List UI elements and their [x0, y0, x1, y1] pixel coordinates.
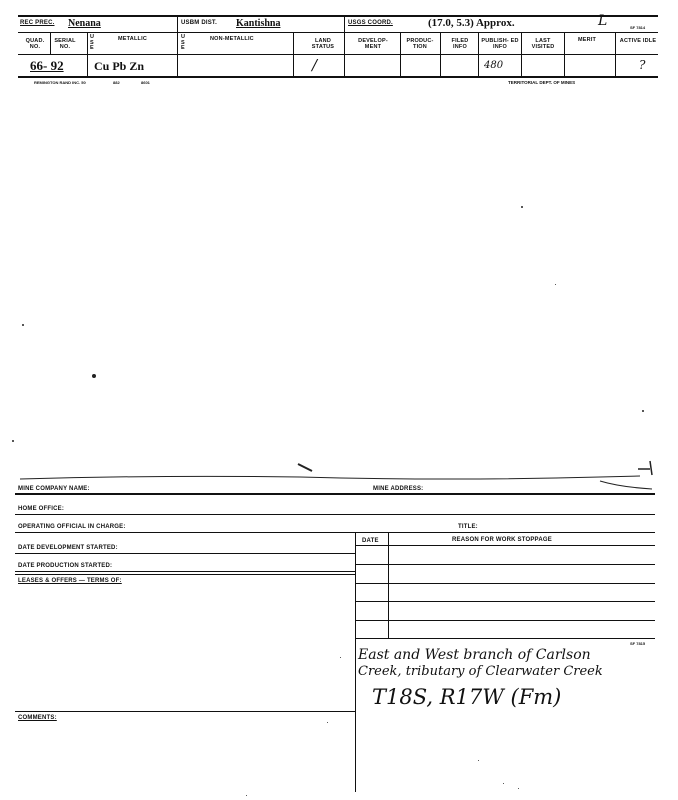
card-line	[15, 493, 655, 495]
date-dev-started-label: DATE DEVELOPMENT STARTED:	[18, 545, 118, 551]
speck	[246, 795, 247, 796]
divider-v	[50, 32, 51, 54]
date-prod-started-label: DATE PRODUCTION STARTED:	[18, 563, 113, 569]
speck	[521, 206, 523, 208]
published-info-label: PUBLISH- ED INFO	[481, 38, 519, 50]
divider-v	[344, 15, 345, 77]
usbm-dist-value: Kantishna	[236, 18, 281, 29]
handwritten-line-3: T18S, R17W (Fm)	[372, 685, 562, 709]
divider-v	[440, 32, 441, 77]
top-border	[18, 15, 658, 17]
metallic-label: METALLIC	[118, 36, 147, 42]
imprint-right: TERRITORIAL DEPT. OF MINES	[508, 80, 576, 85]
handwritten-line-2: Creek, tributary of Clearwater Creek	[358, 664, 603, 679]
card-line	[15, 571, 355, 572]
divider-v	[478, 32, 479, 77]
speck	[327, 722, 328, 723]
imprint-left: REMINGTON RAND INC. 50	[34, 80, 86, 85]
imprint-code1: 882	[113, 80, 120, 85]
speck	[642, 410, 644, 412]
rec-prec-label: REC PREC.	[20, 20, 55, 26]
metallic-value: Cu Pb Zn	[94, 59, 145, 73]
mine-address-label: MINE ADDRESS:	[373, 486, 424, 492]
speck	[555, 284, 556, 285]
usgs-coord-value: (17.0, 5.3) Approx.	[428, 17, 515, 29]
card-line	[15, 532, 655, 533]
speck	[340, 657, 341, 658]
divider-v	[87, 32, 88, 77]
card-line	[15, 711, 355, 712]
card-top-edge	[0, 455, 678, 495]
divider-v	[615, 32, 616, 77]
leases-label: LEASES & OFFERS — TERMS OF:	[18, 578, 122, 584]
last-visited-label: LAST VISITED	[531, 38, 555, 50]
form-code: SF 7814	[630, 25, 646, 30]
speck	[92, 374, 96, 378]
date-col-label: DATE	[362, 538, 379, 544]
speck	[22, 324, 24, 326]
merit-label: MERIT	[578, 37, 597, 43]
serial-no-label: SERIAL NO.	[54, 38, 76, 50]
comments-label: COMMENTS:	[18, 715, 57, 721]
speck	[503, 783, 504, 784]
land-status-label: LAND STATUS	[311, 38, 335, 50]
active-idle-value: ?	[639, 58, 646, 72]
quad-serial-value: 66- 92	[30, 58, 64, 73]
active-idle-label: ACTIVE IDLE	[619, 38, 657, 44]
divider-v	[564, 32, 565, 77]
published-info-value: 480	[484, 60, 504, 71]
handwritten-line-1: East and West branch of Carlson	[358, 647, 591, 663]
bottom-border	[18, 76, 658, 78]
usgs-coord-label: USGS COORD.	[348, 20, 393, 26]
development-label: DEVELOP- MENT	[358, 38, 388, 50]
usgs-mark: L	[598, 13, 608, 29]
usbm-dist-label: USBM DIST.	[181, 20, 218, 26]
land-status-value: /	[312, 56, 318, 74]
card-line	[15, 514, 655, 515]
speck	[518, 788, 519, 789]
table-line	[355, 620, 655, 621]
table-line	[355, 564, 655, 565]
speck	[12, 440, 14, 442]
lower-form-code: SF 7815	[630, 641, 646, 646]
imprint-code2: 8601	[141, 80, 150, 85]
divider-v	[521, 32, 522, 77]
quad-no-label: QUAD. NO.	[25, 38, 45, 50]
use-metallic-label: U S E	[90, 34, 95, 51]
divider-v	[400, 32, 401, 77]
speck	[478, 760, 479, 761]
home-office-label: HOME OFFICE:	[18, 506, 65, 512]
table-line	[355, 601, 655, 602]
header-divider	[18, 32, 658, 33]
table-line	[355, 638, 655, 639]
divider-v	[177, 15, 178, 77]
rec-prec-value: Nenana	[68, 18, 101, 29]
reason-col-label: REASON FOR WORK STOPPAGE	[452, 537, 552, 543]
use-nonmetallic-label: U S E	[181, 34, 186, 51]
operating-official-label: OPERATING OFFICIAL IN CHARGE:	[18, 524, 126, 530]
production-label: PRODUC- TION	[406, 38, 434, 50]
mine-company-name-label: MINE COMPANY NAME:	[18, 486, 90, 492]
divider-v	[293, 32, 294, 77]
columns-divider	[18, 54, 658, 55]
divider-v	[355, 532, 356, 792]
filed-info-label: FILED INFO	[451, 38, 469, 50]
divider-v	[388, 532, 389, 638]
table-line	[355, 583, 655, 584]
table-line	[355, 545, 655, 546]
card-line	[15, 574, 355, 575]
card-line	[15, 553, 355, 554]
non-metallic-label: NON-METALLIC	[210, 36, 254, 42]
title-label: TITLE:	[458, 524, 478, 530]
